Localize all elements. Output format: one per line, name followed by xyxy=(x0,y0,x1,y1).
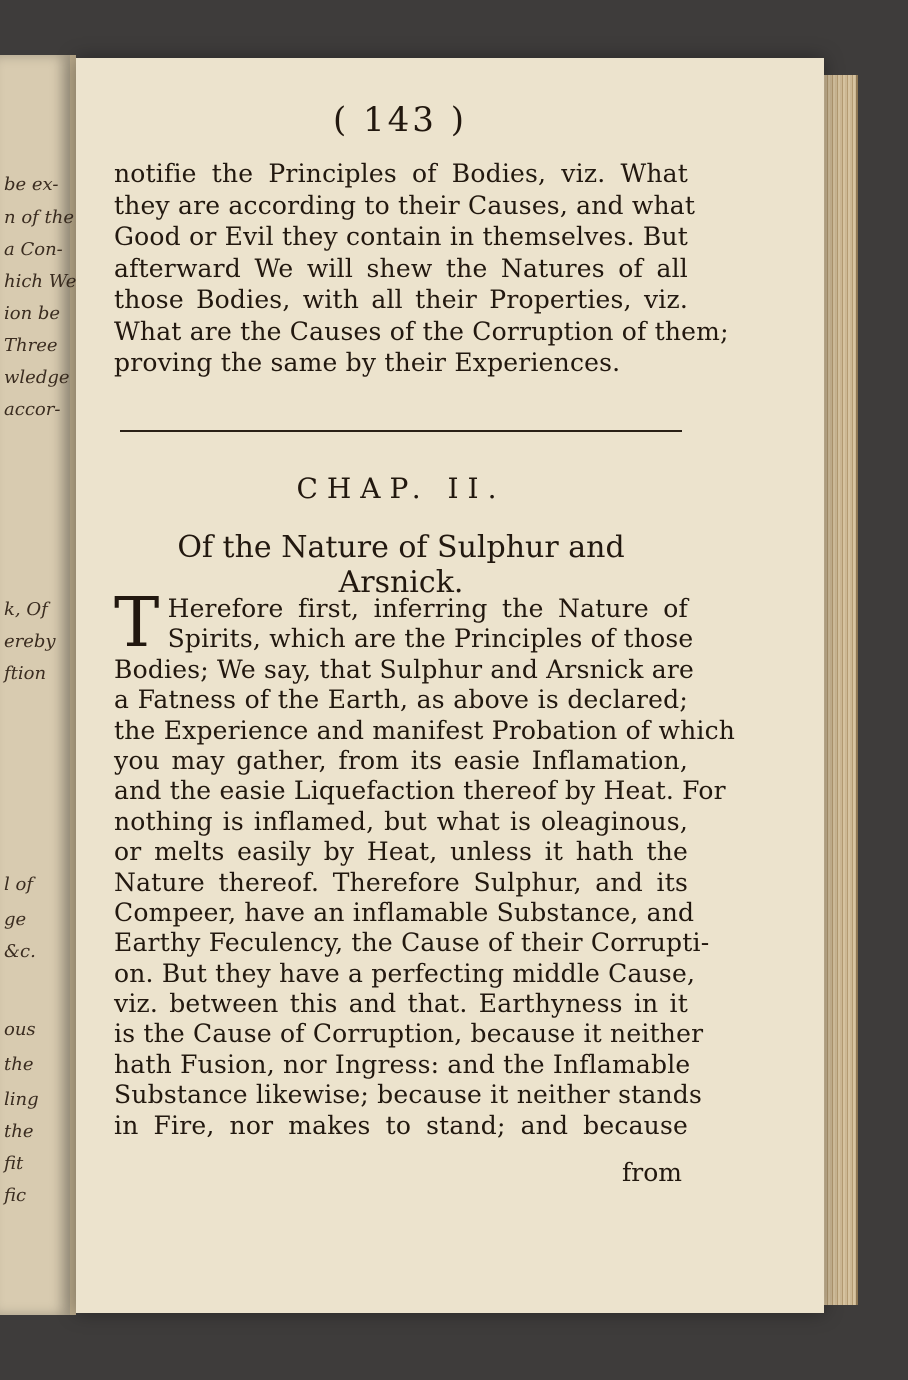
facing-page-fragment: the xyxy=(4,1121,34,1142)
facing-page-fragment: fic xyxy=(4,1185,27,1206)
facing-page-fragment: k, Of xyxy=(4,599,48,620)
text-line: afterward We will shew the Natures of all xyxy=(114,253,688,283)
text-line: Good or Evil they contain in themselves. But xyxy=(114,222,688,251)
facing-page-fragment: &c. xyxy=(4,941,36,962)
text-line: a Fatness of the Earth, as above is declared; xyxy=(114,685,688,715)
text-line: Spirits, which are the Principles of those xyxy=(167,624,694,654)
facing-page-fragment: hich We xyxy=(4,271,77,292)
chapter-subtitle: Of the Nature of Sulphur and Arsnick. xyxy=(177,530,625,600)
page-block-edges xyxy=(820,75,858,1305)
text-line: or melts easily by Heat, unless it hath the xyxy=(114,837,688,867)
chapter-heading: CHAP. II. xyxy=(296,472,506,505)
text-line: on. But they have a perfecting middle Cause, xyxy=(114,958,696,988)
facing-page-fragment: Three xyxy=(4,335,58,356)
text-line: Substance likewise; because it neither stands xyxy=(114,1080,702,1110)
catchword: from xyxy=(622,1158,682,1187)
text-line: Bodies; We say, that Sulphur and Arsnick are xyxy=(114,654,695,684)
text-line: viz. between this and that. Earthyness in it xyxy=(114,989,688,1019)
facing-page-fragment: the xyxy=(4,1054,34,1075)
text-line: proving the same by their Experiences. xyxy=(114,348,621,377)
text-line: and the easie Liquefaction thereof by Heat. For xyxy=(114,776,726,806)
facing-page-fragment: ling xyxy=(4,1089,39,1110)
facing-page xyxy=(0,55,76,1315)
chapter-body xyxy=(114,584,736,1141)
text-line: you may gather, from its easie Inflamation, xyxy=(114,745,688,775)
facing-page-fragment: ge xyxy=(4,909,27,930)
facing-page-fragment: a Con- xyxy=(4,239,63,260)
text-line: Nature thereof. Therefore Sulphur, and its xyxy=(114,867,688,897)
facing-page-fragment: ous xyxy=(4,1019,36,1040)
text-line: is the Cause of Corruption, because it neither xyxy=(114,1019,704,1049)
paragraph-continued xyxy=(114,158,729,379)
facing-page-fragment: wledge xyxy=(4,367,70,388)
facing-page-fragment: l of xyxy=(4,874,33,895)
facing-page-fragment: ion be xyxy=(4,303,61,324)
section-divider xyxy=(120,430,682,432)
page-number: ( 143 ) xyxy=(332,100,468,140)
text-line: Compeer, have an inflamable Substance, and xyxy=(114,897,695,927)
facing-page-fragment: fit xyxy=(4,1153,24,1174)
facing-page-fragment: accor- xyxy=(4,399,61,420)
facing-page-fragment: ftion xyxy=(4,663,47,684)
text-line: Earthy Feculency, the Cause of their Corrupti- xyxy=(114,928,710,958)
text-line: nothing is inflamed, but what is oleaginous, xyxy=(114,806,688,836)
drop-cap: T xyxy=(114,584,160,663)
text-line: hath Fusion, nor Ingress: and the Inflamable xyxy=(114,1049,691,1079)
text-line: Herefore first, inferring the Nature of xyxy=(167,594,688,623)
text-line: those Bodies, with all their Properties, viz. xyxy=(114,285,688,314)
text-line: in Fire, nor makes to stand; and because xyxy=(114,1110,688,1140)
text-line: they are according to their Causes, and what xyxy=(114,190,696,220)
facing-page-fragment: ereby xyxy=(4,631,56,652)
text-line: notifie the Principles of Bodies, viz. What xyxy=(114,159,688,188)
text-line: What are the Causes of the Corruption of them; xyxy=(114,316,729,346)
facing-page-fragment: be ex- xyxy=(4,174,59,195)
facing-page-fragment: n of the xyxy=(4,207,75,228)
text-line: the Experience and manifest Probation of which xyxy=(114,715,736,745)
